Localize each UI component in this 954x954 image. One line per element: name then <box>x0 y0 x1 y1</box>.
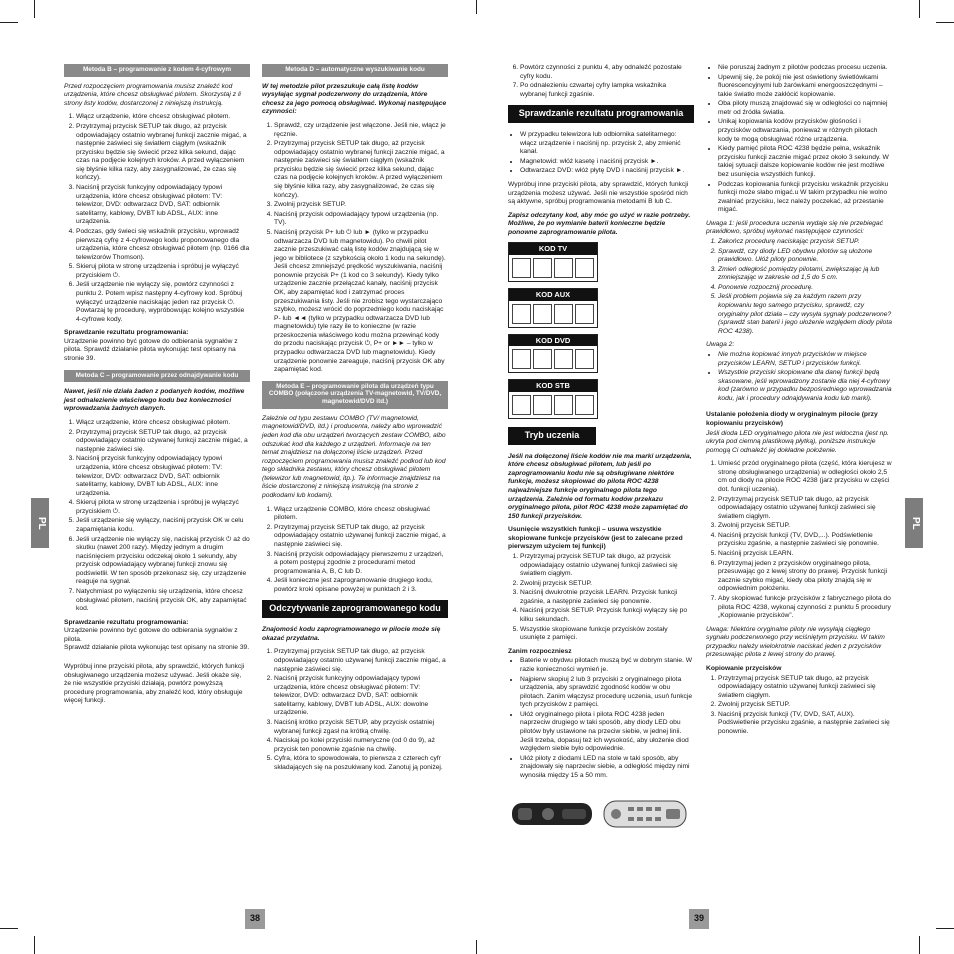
note-1-intro: jeśli procedura uczenia wydaje się nie przebiegać prawidłowo, spróbuj wykonać następujące czynności: <box>706 219 883 236</box>
list-item: 6. Powtórz czynności z punktu 4, aby odnaleźć pozostałe cyfry kodu. <box>520 64 694 81</box>
list-item: • Nie można kopiować innych przycisków w miejsce przycisków LEARN, SETUP i przycisków funkcji. <box>718 351 892 368</box>
precautions-title: Zanim rozpoczniesz <box>508 647 572 655</box>
section-heading-verify: Sprawdzanie rezultatu programowania <box>508 105 694 123</box>
code-box-label: KOD TV <box>509 243 597 255</box>
list-item: 4. Podczas, gdy świeci się wskaźnik przycisku, wprowadź pierwszą cyfrę z 4-cyfrowego kodu proponowanego dla urządzenia, które chcesz obsługiwać pilotem (np. 0166 dla telewizorów Thomson). <box>76 228 250 262</box>
crop-mark <box>476 0 477 14</box>
copy-steps <box>706 675 892 737</box>
verify-bullets <box>508 131 694 176</box>
list-item: 3. Naciśnij dwukrotnie przycisk LEARN. Przycisk funkcji zgaśnie, a następnie zaświeci się ponownie. <box>520 589 694 606</box>
note-2-bullets <box>706 351 892 403</box>
list-item: • Wszystkie przyciski skopiowane dla danej funkcji będą skasowane, jeśli wprowadzony zostanie dla niej 4-cyfrowy kod (zarówno w przypadku bezpośredniego wprowadzania kodu, jak i procedury odnajdywania kodu lub marki). <box>718 369 892 403</box>
delete-title: Usunięcie wszystkich funkcji – usuwa wszystkie skopiowane funkcje przycisków (jest to zalecane przed pierwszym użyciem tej funkcji) <box>508 526 683 551</box>
method-d-intro: W tej metodzie pilot przeszukuje całą listę kodów wysyłając sygnał podczerwony do urządzenia, które chcesz za jego pomocą obsługiwać. Wykonaj następujące czynności: <box>262 82 447 116</box>
list-item: 2. Przytrzymaj przycisk SETUP tak długo, aż przycisk odpowiadający ostatnio używanej funkcji zacznie migać, a następnie zaświeci się. <box>76 429 250 455</box>
note-2-title: Uwaga 2: <box>706 341 735 349</box>
list-item: • Kiedy pamięć pilota ROC 4238 będzie pełna, wskaźnik przycisku funkcji zacznie migać przez około 3 sekundy. W takiej sytuacji dalsze kopiowanie kodów nie jest możliwe bez usunięcia wszystkich funkcji. <box>718 145 892 179</box>
column-4 <box>706 64 892 742</box>
list-item: 3. Naciśnij przycisk funkcyjny odpowiadający typowi urządzenia, które chcesz obsługiwać pilotem: TV: telewizor, DVD: odtwarzacz DVD, SAT: odbiornik satelitarny, kablowy, DVBT lub ADSL, AUX: inne urządzenia. <box>76 455 250 498</box>
section-heading-method-d: Metoda D – automatyczne wyszukiwanie kodu <box>262 64 448 77</box>
method-b-intro: Przed rozpoczęciem programowania musisz znaleźć kod urządzenia, które chcesz obsługiwać pilotem. Skorzystaj z li strony listy kodów, dostarczonej z niniejszą instrukcją. <box>64 82 241 107</box>
list-item: 1. Przytrzymaj przycisk SETUP tak długo, aż przycisk odpowiadający ostatnio używanej funkcji zacznie migać, a następnie zaświeci się. <box>274 648 448 674</box>
code-box-tv[interactable] <box>508 242 598 282</box>
crop-mark <box>34 936 35 954</box>
section-heading-reading-code: Odczytywanie zaprogramowanego kodu <box>262 600 448 618</box>
crop-mark <box>919 936 920 954</box>
list-item: • Najpierw skopiuj 2 lub 3 przyciski z oryginalnego pilota urządzenia, aby sprawdzić zgodność kodów w obu pilotach. Zanim włączysz procedurę uczenia, usuń funkcje tych przycisków z pamięci. <box>520 676 694 710</box>
list-item: • Unikaj kopiowania kodów przycisków głośności i przycisków odtwarzania, ponieważ w różnych pilotach kody te mogą obsługiwać różne urządzenia. <box>718 118 892 144</box>
list-item: 1. Umieść przód oryginalnego pilota (część, która kierujesz w stronę obsługiwanego urządzenia) w odległości około 2,5 cm od diody na pilocie ROC 4238 (jarz przycisku w części dot. funkcji uczenia). <box>718 460 892 494</box>
list-item: 5. Jeśli urządzenie się wyłączy, naciśnij przycisk OK w celu zapamiętania kodu. <box>76 517 250 534</box>
list-item: 4. Jeśli konieczne jest zaprogramowanie drugiego kodu, powtórz kroki opisane powyżej w punktach 2 i 3. <box>274 577 448 594</box>
column-3 <box>508 64 694 845</box>
list-item: 1. Włącz urządzenie, które chcesz obsługiwać pilotem. <box>76 419 250 428</box>
check-text: Urządzenie powinno być gotowe do odbierania sygnałów z pilota. <box>64 627 238 643</box>
method-c-intro: Nawet, jeśli nie działa żaden z podanych kodów, możliwe jest odnalezienie właściwego kodu bez konieczności wprowadzania żadnych danych. <box>64 388 245 413</box>
list-item: 3. Zwolnij przycisk SETUP. <box>718 522 892 531</box>
list-item: 6. Przytrzymaj jeden z przycisków oryginalnego pilota, przesuwając go z lewej strony do prawej. Przycisk funkcji zacznie szybko migać, kiedy oba piloty znajdą się w odpowiednim położeniu. <box>718 560 892 594</box>
reading-intro: Znajomość kodu zaprogramowanego w pilocie może się okazać przydatna. <box>262 626 441 642</box>
list-item: 1. Przytrzymaj przycisk SETUP tak długo, aż przycisk odpowiadający ostatnio używanej funkcji zaświeci się światłem ciągłym. <box>718 675 892 701</box>
list-item: 5. Wszystkie skopiowane funkcje przycisków zostały usunięte z pamięci. <box>520 626 694 643</box>
method-c-steps <box>64 419 250 614</box>
list-item: 4. Ponownie rozpocznij procedurę. <box>718 284 892 293</box>
check-title: Sprawdzanie rezultatu programowania: <box>64 329 189 337</box>
crop-mark <box>476 940 477 954</box>
list-item: 2. Przytrzymaj przycisk SETUP tak długo, aż przycisk odpowiadający ostatnio używanej funkcji zaświeci się światłem ciągłym. <box>718 496 892 522</box>
list-item: 2. Naciśnij przycisk funkcyjny odpowiadający typowi urządzenia, które chcesz obsługiwać pilotem: TV: telewizor, DVD: odtwarzacz DVD, SAT: odbiornik satelitarny, kablowy, DVBT lub ADSL, AUX: dowolne urządzenie. <box>274 675 448 718</box>
code-box-aux[interactable] <box>508 288 598 328</box>
code-box-label: KOD DVD <box>509 335 597 347</box>
list-item: • Podczas kopiowania funkcji przycisku wskaźnik przycisku funkcji może słabo migać.u W takim przypadku nie wolno zwalniać przycisku, lecz należy poczekać, aż przestanie migać. <box>718 181 892 215</box>
language-tab-right: PL <box>905 498 923 548</box>
reading-steps-cont <box>508 64 694 99</box>
code-box-label: KOD STB <box>509 380 597 392</box>
list-item: 5. Naciśnij przycisk LEARN. <box>718 550 892 559</box>
list-item: 2. Sprawdź, czy diody LED obydwu pilotów są ułożone prawidłowo. Ułóż piloty ponownie. <box>718 248 892 265</box>
section-heading-method-e: Metoda E – programowanie pilota dla urządzeń typu COMBO (połączone urządzenia TV-magnetowid, TV/DVD, magnetowid/DVD itd.) <box>262 381 448 409</box>
list-item: 4. Naciśnij przycisk funkcji (TV, DVD,...). Podświetlenie przycisku zgaśnie, a następnie zaświeci się ponownie. <box>718 532 892 549</box>
method-b-steps <box>64 113 250 324</box>
list-item: 5. Cyfra, która to spowodowała, to pierwsza z czterech cyfr składających się na poszukiwany kod. Zanotuj ją poniżej. <box>274 755 448 772</box>
section-heading-method-b: Metoda B – programowanie z kodem 4-cyfrowym <box>64 64 250 77</box>
page-number-left: 38 <box>245 909 265 929</box>
list-item: 7. Aby skopiować funkcje przycisków z fabrycznego pilota do pilota ROC 4238, wykonaj czynności z punktu 5 procedury „Kopiowanie przycisków”. <box>718 595 892 621</box>
list-item: 2. Przytrzymaj przycisk SETUP tak długo, aż przycisk odpowiadający ostatnio używanej funkcji zacznie migać, a następnie zaświeci się. <box>274 524 448 550</box>
list-item: 7. Po odnalezieniu czwartej cyfry lampka wskaźnika wybranej funkcji zgaśnie. <box>520 82 694 99</box>
language-tab-left: PL <box>31 498 49 548</box>
section-heading-method-c: Metoda C – programowanie przez odnajdywanie kodu <box>64 370 250 383</box>
list-item: 4. Naciskaj po kolei przyciski numeryczne (od 0 do 9), aż przycisk ten ponownie zgaśnie na chwilę. <box>274 737 448 754</box>
diode-note: Uwaga: Niektóre oryginalne piloty nie wysyłają ciągłego sygnału podczerwonego przy wciśniętym przycisku. W takim przypadku należy wielokrotnie naciskać jeden z przycisków przesuwając pilota z lewej strony do prawej. <box>706 625 885 659</box>
list-item: • Magnetowid: włóż kasetę i naciśnij przycisk ►. <box>520 158 694 167</box>
list-item: 5. Jeśli problem pojawia się za każdym razem przy kopiowaniu tego samego przycisku, sprawdź, czy oryginalny pilot działa – czy wysyła sygnały podczerwone? (sprawdź stan baterii i jego ułożenie względem diody pilota ROC 4238). <box>718 293 892 336</box>
crop-mark <box>0 22 18 23</box>
crop-mark <box>936 928 954 929</box>
check-title: Sprawdzanie rezultatu programowania: <box>64 618 189 626</box>
list-item: • Nie poruszaj żadnym z pilotów podczas procesu uczenia. <box>718 64 892 73</box>
list-item: • W przypadku telewizora lub odbiornika satelitarnego: włącz urządzenie i naciśnij np. przycisk 2, aby zmienić kanał. <box>520 131 694 157</box>
precautions-list <box>508 657 694 780</box>
list-item: • Ułóż piloty z diodami LED na stole w taki sposób, aby znajdowały się naprzeciw siebie, a odległość między nimi wynosiła między 15 a 50 mm. <box>520 755 694 781</box>
list-item: 3. Zwolnij przycisk SETUP. <box>274 201 448 210</box>
section-heading-learn: Tryb uczenia <box>508 427 596 445</box>
crop-mark <box>0 928 18 929</box>
list-item: • Odtwarzacz DVD: włóż płytę DVD i naciśnij przycisk ►. <box>520 167 694 176</box>
code-box-label: KOD AUX <box>509 289 597 301</box>
check-text: Urządzenie powinno być gotowe do odbierania sygnałów z pilota. Sprawdź działanie pilota wykonując test opisany na stronie 39. <box>64 337 238 363</box>
note-1 <box>706 220 892 237</box>
list-item: 3. Naciśnij przycisk funkcji (TV, DVD, SAT, AUX). Podświetlenie przycisku zgaśnie, a następnie zaświeci się ponownie. <box>718 711 892 737</box>
list-item: 2. Przytrzymaj przycisk SETUP tak długo, aż przycisk odpowiadający ostatnio wybranej funkcji zacznie migać, a następnie zaświeci się światłem ciągłym (wskaźnik przycisku będzie się świecić przez kilka sekund, dając czas na podjęcie kolejnych kroków. A przed wyłączeniem się błyśnie kilka razy, aby zasygnalizować, że czas się kończy). <box>76 123 250 183</box>
list-item: 1. Przytrzymaj przycisk SETUP tak długo, aż przycisk odpowiadający ostatnio używanej funkcji zaświeci się światłem ciągłym. <box>520 553 694 579</box>
delete-steps <box>508 553 694 643</box>
list-item: • Ułóż oryginalnego pilota i pilota ROC 4238 jeden naprzeciw drugiego w taki sposób, aby diody LED obu pilotów były ustawione na przeciw siebie, w jednej linii. Jeśli trzeba, dopasuj też ich wysokość, aby ułożenie diod względem siebie było odpowiednie. <box>520 711 694 754</box>
list-item: 4. Naciśnij przycisk SETUP. Przycisk funkcji wyłączy się po kilku sekundach. <box>520 607 694 624</box>
column-1 <box>64 64 250 711</box>
remotes-illustration <box>508 789 688 837</box>
column-2 <box>262 64 448 777</box>
reading-steps <box>262 648 448 772</box>
method-e-steps <box>262 506 448 595</box>
list-item: 3. Naciśnij przycisk odpowiadający pierwszemu z urządzeń, a potem postępuj zgodnie z procedurami metod programowania A, B, C lub D. <box>274 551 448 577</box>
diode-steps <box>706 460 892 620</box>
note-1-steps <box>706 238 892 336</box>
list-item: • Baterie w obydwu pilotach muszą być w dobrym stanie. W razie konieczności wymień je. <box>520 657 694 674</box>
code-boxes <box>508 242 694 418</box>
list-item: 2. Zwolnij przycisk SETUP. <box>718 701 892 710</box>
learn-intro: Jeśli na dołączonej liście kodów nie ma marki urządzenia, które chcesz obsługiwać pilotem, lub jeśli po zaprogramowaniu kodu nie są obsługiwane niektóre funkcje, możesz skopiować do pilota ROC 4238 najważniejsze funkcje oryginalnego pilota tego urządzenia. Zależnie od formatu kodów przekazu oryginalnego pilota, pilot ROC 4238 może zapamiętać do 150 funkcji przycisków. <box>508 452 692 520</box>
list-item: 1. Zakończ procedurę naciskając przycisk SETUP. <box>718 238 892 247</box>
crop-mark <box>34 0 35 18</box>
list-item: 6. Jeśli urządzenie nie wyłączy się, powtórz czynności z punktu 2. Potem wpisz następny 4-cyfrowy kod. Spróbuj wyłączyć urządzenie naciskając jeden raz przycisk ⏻. Powtarzaj tę procedurę, wypróbowując kolejno wszystkie 4-cyfrowe kody. <box>76 281 250 324</box>
diode-title: Ustalanie położenia diody w oryginalnym pilocie (przy kopiowaniu przycisków) <box>706 411 878 427</box>
crop-mark <box>936 22 954 23</box>
list-item: 2. Przytrzymaj przycisk SETUP tak długo, aż przycisk odpowiadający ostatnio wybranej funkcji zacznie migać, a następnie zaświeci się światłem ciągłym (wskaźnik przycisku będzie się świecić przez kilka sekund, dając czas na podjęcie kolejnych kroków. A przed wyłączeniem się błyśnie kilka razy, aby zasygnalizować, że czas się kończy). <box>274 140 448 200</box>
list-item: 4. Naciśnij przycisk odpowiadający typowi urządzenia (np. TV). <box>274 211 448 228</box>
diode-intro: Jeśli dioda LED oryginalnego pilota nie jest widoczna (jest np. ukryta pod ciemną plastikową płytką), poniższe instrukcje pomogą Ci odnaleźć jej dokładne położenie. <box>706 429 889 454</box>
verify-text: Wypróbuj inne przyciski pilota, aby sprawdzić, których funkcji urządzenia możesz używać. Jeśli nie wszystkie spośród nich są aktywne, spróbuj programowania metodami B lub C. <box>508 181 689 206</box>
list-item: 5. Naciśnij przycisk P+ lub ⏻ lub ► (tylko w przypadku odtwarzacza DVD lub magnetowidu). Po chwili pilot zacznie przeszukiwać całą listę kodów znajdującą się w jego w bibliotece (z szybkością około 1 kodu na sekundę). Jeśli chcesz zmniejszyć prędkość wyszukiwania, naciśnij ponownie przycisk P+ (1 kod co 3 sekundy). Kiedy tylko urządzenie zacznie przełączać kanały, naciśnij przycisk OK, aby zapamiętać kod i zatrzymać proces przeszukiwania listy. Jeśli nie zrobisz tego wystarczająco szybko, możesz wrócić do poprzedniego kodu naciskając P- lub ◄◄ (tylko w przypadku odtwarzacza DVD lub magnetowidu) tyle razy ile to konieczne (w razie przeskoczenia właściwego kodu można przewinąć kody do przodu naciskając przycisk ⏻, P+ or ►► – tylko w przypadku odtwarzacza DVD lub magnetowidu). Kiedy urządzenie ponownie zareaguje, naciśnij przycisk OK aby zapamiętać kod. <box>274 229 448 375</box>
check-text: Sprawdź działanie pilota wykonując test opisany na stronie 39. <box>64 644 250 652</box>
list-item: 7. Natychmiast po wyłączeniu się urządzenia, które chcesz obsługiwać pilotem, naciśnij przycisk OK, aby zapamiętać kod. <box>76 588 250 614</box>
verify-note: Zapisz odczytany kod, aby móc go użyć w razie potrzeby. Możliwe, że po wymianie baterii konieczne będzie ponowne zaprogramowanie pilota. <box>508 211 691 236</box>
code-box-stb[interactable] <box>508 379 598 419</box>
list-item: • Oba piloty muszą znajdować się w odległości co najmniej metr od źródła światła. <box>718 100 892 117</box>
list-item: 1. Włącz urządzenie, które chcesz obsługiwać pilotem. <box>76 113 250 122</box>
method-e-intro: Zależnie od typu zestawu COMBO (TV/ magnetowid, magnetowid/DVD, itd.) i producenta, należy albo wprowadzić jeden kod dla obu urządzeń tworzących zestaw COMBO, albo odszukać kod dla każdego z urządzeń. Informacje na ten temat znajdziesz na dołączonej liście urządzeń. Przed rozpoczęciem programowania musisz znaleźć podkod lub kod tego składnika zestawu, który chcesz obsługiwać pilotem (telewizor lub magnetowid, itp.). Te informacje znajdziesz na liście dostarczonej z niniejszą instrukcją (na stronie z podkodami lub kodami). <box>262 414 446 500</box>
list-item: 1. Sprawdź, czy urządzenie jest włączone. Jeśli nie, włącz je ręcznie. <box>274 122 448 139</box>
list-item: • Upewnij się, że pokój nie jest oświetlony świetlówkami fluorescencyjnymi lub żarówkami energooszczędnymi – takie światło może zakłócić kopiowanie. <box>718 74 892 100</box>
list-item: 5. Skieruj pilota w stronę urządzenia i spróbuj je wyłączyć przyciskiem ⏻. <box>76 263 250 280</box>
method-d-steps <box>262 122 448 375</box>
list-item: 6. Jeśli urządzenie nie wyłączy się, naciskaj przycisk ⏻ aż do skutku (nawet 200 razy). Między jednym a drugim naciśnięciem przycisku odczekaj około 1 sekundy, aby przycisk odpowiadający wybranej funkcji znowu się podświetlił. W ten sposób przekonasz się, czy urządzenie reaguje na sygnał. <box>76 536 250 587</box>
list-item: 3. Naciśnij przycisk funkcyjny odpowiadający typowi urządzenia, które chcesz obsługiwać pilotem: TV: telewizor, DVD: odtwarzacz DVD, SAT: odbiornik satelitarny, kablowy, DVBT lub ADSL, AUX: inne urządzenia. <box>76 184 250 227</box>
list-item: 3. Zmień odległość pomiędzy pilotami, zwiększając ją lub zmniejszając w zakresie od 1,5 do 5 cm. <box>718 266 892 283</box>
code-box-dvd[interactable] <box>508 334 598 374</box>
list-item: 2. Zwolnij przycisk SETUP. <box>520 580 694 589</box>
list-item: 4. Skieruj pilota w stronę urządzenia i spróbuj je wyłączyć przyciskiem ⏻. <box>76 499 250 516</box>
method-c-outro: Wypróbuj inne przyciski pilota, aby sprawdzić, których funkcji obsługiwanego urządzenia możesz używać. Jeśli okaże się, że nie wszystkie przyciski działają, powtórz powyższą procedurę programowania, aby znaleźć kod, który obsługuje więcej funkcji. <box>64 663 245 705</box>
page-number-right: 39 <box>689 909 709 929</box>
copy-title: Kopiowanie przycisków <box>706 665 782 672</box>
note-1-title: Uwaga 1: <box>706 219 735 227</box>
crop-mark <box>919 0 920 18</box>
learn-bullets <box>706 64 892 215</box>
list-item: 1. Włącz urządzenie COMBO, które chcesz obsługiwać pilotem. <box>274 506 448 523</box>
list-item: 3. Naciśnij krótko przycisk SETUP, aby przycisk ostatniej wybranej funkcji zgasł na krótką chwilę. <box>274 719 448 736</box>
